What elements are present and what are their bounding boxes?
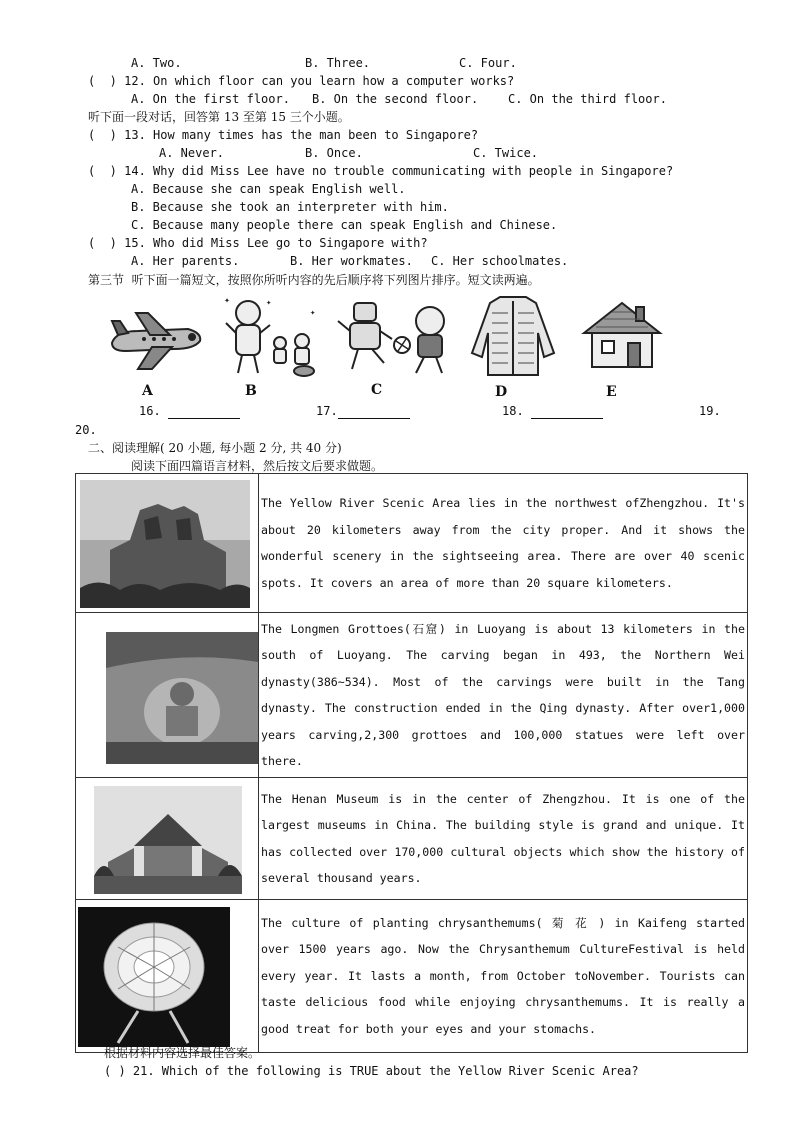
question-14: ( ) 14. Why did Miss Lee have no trouble communicating with people in Singapore?	[88, 164, 674, 178]
astronaut-icon	[222, 293, 320, 379]
q11-option-b: B. Three.	[305, 56, 371, 70]
material-text: The Longmen Grottoes(石窟) in Luoyang is about 13 kilometers in the south of Luoyang. The carving began in 493, the Northern Wei dynasty(386~534). Most of the carvings were built in the Tang dynasty. The construction ended in the Qing dynasty. After over1,000 years carving,2,300 grottoes and 100,000 statues were left over there.	[259, 613, 748, 778]
q14-option-c: C. Because many people there can speak English and Chinese.	[131, 218, 558, 232]
museum-photo	[94, 786, 242, 894]
robot-soccer-icon	[336, 293, 456, 377]
q13-option-c: C. Twice.	[473, 146, 539, 160]
q12-option-b: B. On the second floor.	[312, 92, 479, 106]
q12-option-a: A. On the first floor.	[131, 92, 290, 106]
material-image-cell	[76, 613, 259, 778]
question-21: ( ) 21. Which of the following is TRUE about the Yellow River Scenic Area?	[104, 1064, 639, 1078]
picture-label-b: B	[245, 383, 257, 399]
question-15: ( ) 15. Who did Miss Lee go to Singapore with?	[88, 236, 428, 250]
q15-option-b: B. Her workmates.	[290, 254, 413, 268]
blank-20[interactable]: 20.	[75, 423, 97, 437]
blank-16[interactable]: 16.	[139, 403, 240, 419]
question-12: ( ) 12. On which floor can you learn how a computer works?	[88, 74, 515, 88]
q15-option-a: A. Her parents.	[131, 254, 240, 268]
stone-statue-photo	[80, 480, 250, 608]
dialog-instruction: 听下面一段对话，回答第 13 至第 15 三个小题。	[88, 110, 350, 124]
airplane-icon	[104, 305, 206, 375]
chrysanthemum-photo	[78, 907, 230, 1047]
reading-materials-table	[75, 473, 748, 1053]
picture-label-a: A	[142, 383, 153, 399]
q14-option-b: B. Because she took an interpreter with him.	[131, 200, 449, 214]
material-row	[76, 613, 748, 778]
q13-option-a: A. Never.	[159, 146, 225, 160]
q14-option-a: A. Because she can speak English well.	[131, 182, 406, 196]
material-text: The Yellow River Scenic Area lies in the northwest ofZhengzhou. It's about 20 kilometers away from the city proper. And it shows the wonderful scenery in the sightseeing area. There are over 40 scenic spots. It covers an area of more than 20 square kilometers.	[259, 474, 748, 613]
material-row	[76, 900, 748, 1053]
q13-option-b: B. Once.	[305, 146, 363, 160]
house-icon	[574, 293, 670, 377]
blank-18[interactable]: 18.	[502, 403, 603, 419]
blank-17[interactable]: 17.	[316, 403, 410, 419]
q12-option-c: C. On the third floor.	[508, 92, 667, 106]
material-image-cell	[76, 778, 259, 900]
coat-icon	[466, 293, 560, 379]
picture-label-c: C	[371, 382, 383, 398]
part-2-instruction: 阅读下面四篇语言材料，然后按文后要求做题。	[131, 459, 384, 473]
q15-option-c: C. Her schoolmates.	[431, 254, 569, 268]
material-text: The culture of planting chrysanthemums( 菊 花 ) in Kaifeng started over 1500 years ago. Now the Chrysanthemum CultureFestival is held every year. It lasts a month, from October toNovember. Tourists can taste delicious food while enjoying chrysanthemums. It is really a good treat for both your eyes and your stomachs.	[259, 900, 748, 1053]
svg-text:✦: ✦	[266, 298, 272, 308]
question-13: ( ) 13. How many times has the man been to Singapore?	[88, 128, 479, 142]
material-image-cell	[76, 474, 259, 613]
blank-19[interactable]: 19.	[699, 404, 721, 418]
picture-label-d: D	[495, 384, 508, 400]
material-row	[76, 474, 748, 613]
svg-text:✦: ✦	[224, 295, 231, 306]
picture-label-e: E	[606, 384, 617, 400]
material-row	[76, 778, 748, 900]
q11-option-c: C. Four.	[459, 56, 517, 70]
section-3-instruction: 第三节 听下面一篇短文，按照你所听内容的先后顺序将下列图片排序。短文读两遍。	[88, 273, 540, 287]
q11-option-a: A. Two.	[131, 56, 182, 70]
select-best-answer-instruction: 根据材料内容选择最佳答案。	[104, 1046, 261, 1060]
grotto-photo	[106, 632, 258, 764]
material-text: The Henan Museum is in the center of Zhengzhou. It is one of the largest museums in China. The building style is grand and unique. It has collected over 170,000 cultural objects which show the history of several thousand years.	[259, 778, 748, 900]
material-image-cell	[76, 900, 259, 1053]
svg-text:✦: ✦	[310, 308, 316, 318]
part-2-title: 二、阅读理解( 20 小题, 每小题 2 分, 共 40 分)	[88, 441, 342, 455]
